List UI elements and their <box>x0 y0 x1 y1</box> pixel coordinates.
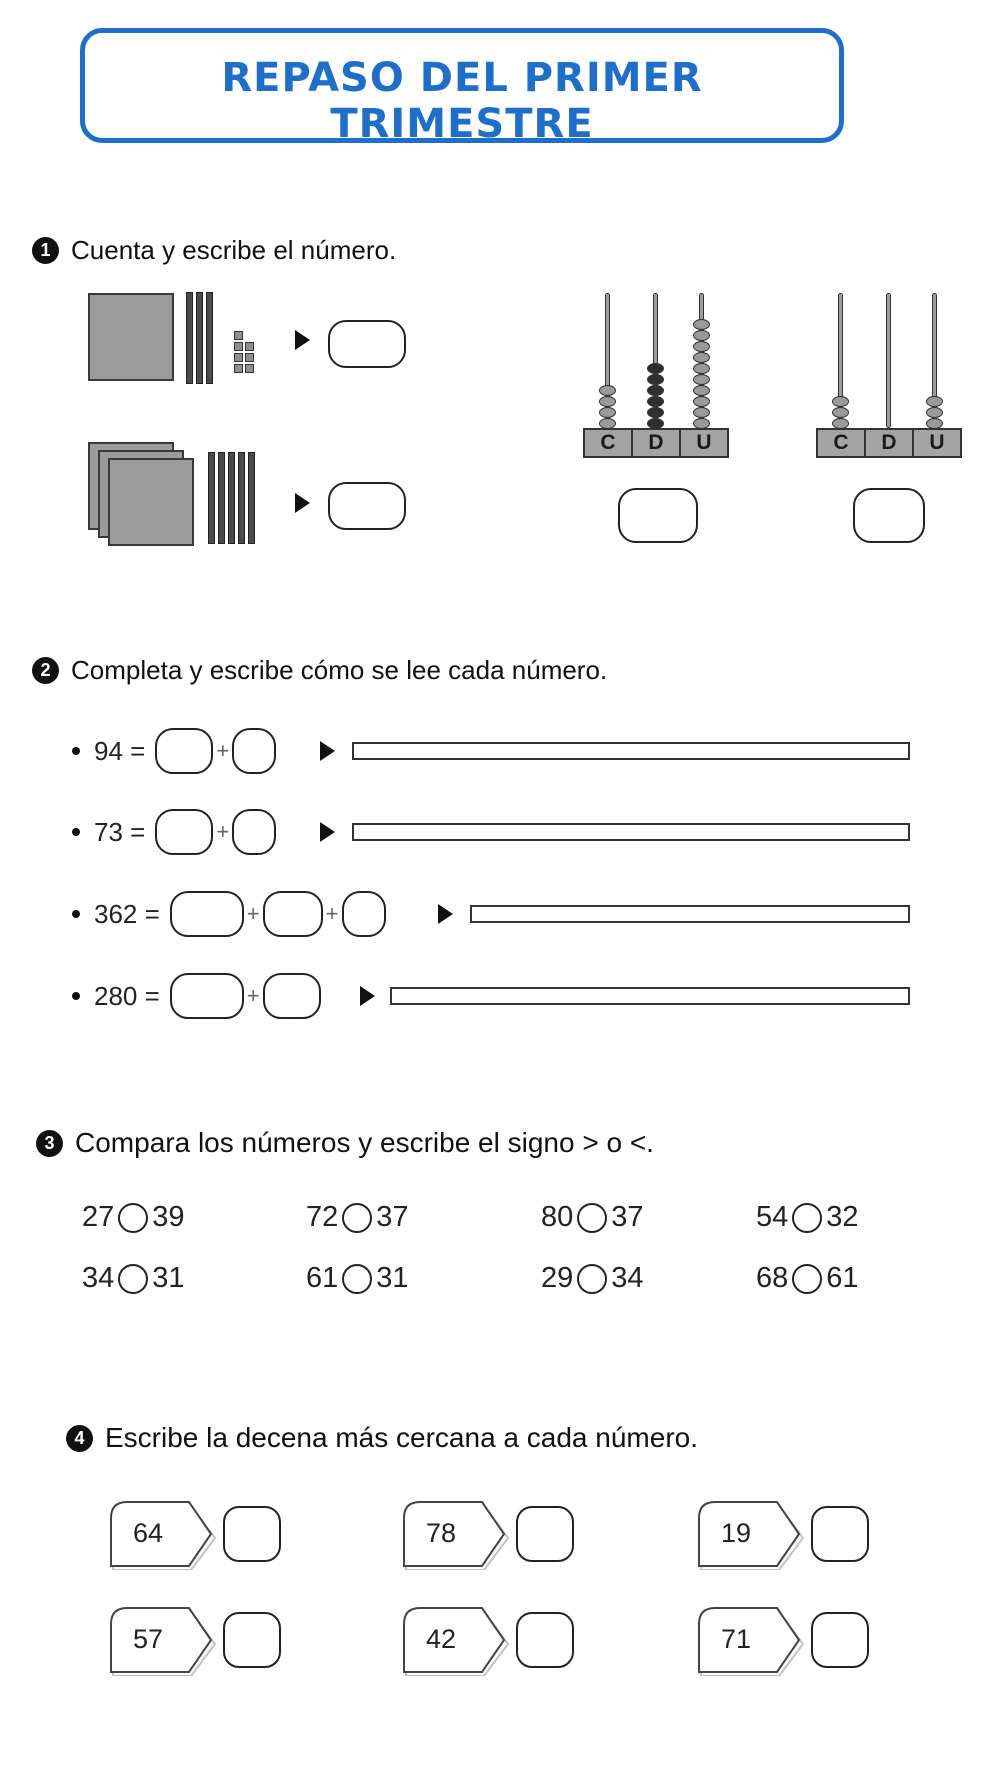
answer-box[interactable] <box>328 482 406 530</box>
compare-left: 29 <box>541 1262 574 1294</box>
plus-sign: + <box>325 901 339 926</box>
bead <box>693 319 710 330</box>
number-tag <box>695 1500 805 1568</box>
section-number-badge: 2 <box>32 657 59 684</box>
answer-box[interactable] <box>263 973 321 1019</box>
tag-number: 57 <box>133 1624 164 1654</box>
answer-line[interactable] <box>352 742 910 760</box>
ten-rod <box>196 292 203 384</box>
bullet <box>72 992 80 1000</box>
ten-rod <box>238 452 245 544</box>
abacus-label-d: D <box>631 430 679 456</box>
compare-circle[interactable] <box>577 1203 607 1233</box>
ten-rod <box>208 452 215 544</box>
section-2-text: Completa y escribe cómo se lee cada número. <box>71 655 608 685</box>
tag-number: 42 <box>426 1624 457 1654</box>
bullet <box>72 828 80 836</box>
hundred-block <box>88 293 174 381</box>
arrow-right-icon <box>320 822 335 842</box>
answer-box[interactable] <box>263 891 323 937</box>
compare-right: 31 <box>152 1262 185 1294</box>
bead <box>647 374 664 385</box>
answer-box[interactable] <box>170 891 244 937</box>
compare-left: 27 <box>82 1201 115 1233</box>
answer-box[interactable] <box>811 1506 869 1562</box>
rounding-item <box>695 1606 869 1674</box>
compare-circle[interactable] <box>577 1264 607 1294</box>
arrow-right-icon <box>438 904 453 924</box>
ten-rod <box>206 292 213 384</box>
unit-cube <box>245 364 254 373</box>
compare-left: 68 <box>756 1262 789 1294</box>
answer-box[interactable] <box>232 809 276 855</box>
answer-box[interactable] <box>342 891 386 937</box>
arrow-right-icon <box>295 330 310 350</box>
bead <box>926 396 943 407</box>
section-1-text: Cuenta y escribe el número. <box>71 235 397 265</box>
compare-circle[interactable] <box>118 1203 148 1233</box>
plus-sign: + <box>246 983 260 1008</box>
section-number-badge: 1 <box>32 237 59 264</box>
ten-rod <box>228 452 235 544</box>
row-label: 73 = <box>94 816 146 847</box>
compare-item <box>82 1262 185 1295</box>
section-2-heading <box>32 655 607 686</box>
section-number-badge: 3 <box>36 1130 63 1157</box>
ten-rod <box>186 292 193 384</box>
section-4-heading <box>66 1422 698 1454</box>
answer-box[interactable] <box>328 320 406 368</box>
ten-rod <box>248 452 255 544</box>
bead <box>693 396 710 407</box>
compare-item <box>541 1201 644 1234</box>
ten-rod <box>218 452 225 544</box>
section-number-badge: 4 <box>66 1425 93 1452</box>
section-3-text: Compara los números y escribe el signo > o <. <box>75 1127 654 1158</box>
answer-box[interactable] <box>853 488 925 543</box>
number-tag <box>107 1500 217 1568</box>
number-tag <box>400 1606 510 1674</box>
answer-box[interactable] <box>170 973 244 1019</box>
bead <box>599 407 616 418</box>
compare-left: 34 <box>82 1262 115 1294</box>
compare-item <box>306 1201 409 1234</box>
bead <box>647 363 664 374</box>
plus-sign: + <box>216 819 230 844</box>
bead <box>693 374 710 385</box>
bead <box>693 407 710 418</box>
compare-right: 37 <box>611 1201 644 1233</box>
arrow-right-icon <box>320 741 335 761</box>
number-tag <box>107 1606 217 1674</box>
answer-line[interactable] <box>352 823 910 841</box>
bead <box>693 341 710 352</box>
rounding-item <box>400 1606 574 1674</box>
answer-box[interactable] <box>155 728 213 774</box>
bead <box>693 363 710 374</box>
answer-box[interactable] <box>223 1612 281 1668</box>
bead <box>693 330 710 341</box>
compare-item <box>756 1201 859 1234</box>
compare-circle[interactable] <box>342 1203 372 1233</box>
unit-cube <box>234 331 243 340</box>
bead <box>599 396 616 407</box>
compare-circle[interactable] <box>792 1264 822 1294</box>
compare-right: 32 <box>826 1201 859 1233</box>
row-label: 94 = <box>94 735 146 766</box>
arrow-right-icon <box>295 493 310 513</box>
bead <box>832 407 849 418</box>
number-tag <box>400 1500 510 1568</box>
compare-right: 39 <box>152 1201 185 1233</box>
title-banner <box>80 28 844 147</box>
answer-box[interactable] <box>155 809 213 855</box>
answer-box[interactable] <box>811 1612 869 1668</box>
hundred-block <box>108 458 194 546</box>
bead <box>647 385 664 396</box>
arrow-right-icon <box>360 986 375 1006</box>
compare-circle[interactable] <box>342 1264 372 1294</box>
compare-left: 72 <box>306 1201 339 1233</box>
answer-box[interactable] <box>223 1506 281 1562</box>
answer-box[interactable] <box>232 728 276 774</box>
unit-cube <box>234 364 243 373</box>
section-3-heading <box>36 1127 654 1159</box>
compare-right: 61 <box>826 1262 859 1294</box>
unit-cube <box>245 342 254 351</box>
tag-number: 64 <box>133 1518 164 1548</box>
decompose-row <box>72 728 276 774</box>
bullet <box>72 747 80 755</box>
compare-item <box>756 1262 859 1295</box>
rounding-item <box>695 1500 869 1568</box>
number-tag <box>695 1606 805 1674</box>
compare-item <box>306 1262 409 1295</box>
section-4-text: Escribe la decena más cercana a cada número. <box>105 1422 698 1453</box>
answer-line[interactable] <box>470 905 910 923</box>
bead <box>647 407 664 418</box>
compare-right: 31 <box>376 1262 409 1294</box>
unit-cube <box>234 353 243 362</box>
compare-left: 54 <box>756 1201 789 1233</box>
decompose-row <box>72 973 321 1019</box>
rounding-item <box>107 1500 281 1568</box>
page-title: REPASO DEL PRIMER TRIMESTRE <box>221 55 703 147</box>
row-label: 280 = <box>94 980 160 1011</box>
bead <box>599 385 616 396</box>
abacus <box>816 290 962 460</box>
tag-number: 71 <box>721 1624 752 1654</box>
decompose-row <box>72 891 386 937</box>
answer-box[interactable] <box>516 1506 574 1562</box>
abacus-label-c: C <box>600 431 616 454</box>
abacus-label-d: D <box>864 430 912 456</box>
bead <box>693 352 710 363</box>
decompose-row <box>72 809 276 855</box>
bead <box>926 407 943 418</box>
bead <box>832 396 849 407</box>
plus-sign: + <box>246 901 260 926</box>
compare-circle[interactable] <box>792 1203 822 1233</box>
rounding-item <box>400 1500 574 1568</box>
compare-left: 80 <box>541 1201 574 1233</box>
answer-line[interactable] <box>390 987 910 1005</box>
tag-number: 19 <box>721 1518 752 1548</box>
abacus-label-c: C <box>833 431 849 454</box>
bead <box>647 396 664 407</box>
bead <box>693 385 710 396</box>
compare-right: 37 <box>376 1201 409 1233</box>
abacus <box>583 290 729 460</box>
unit-cube <box>245 353 254 362</box>
abacus-base <box>583 428 729 458</box>
bullet <box>72 910 80 918</box>
abacus-label-u: U <box>912 430 960 456</box>
plus-sign: + <box>216 738 230 763</box>
row-label: 362 = <box>94 898 160 929</box>
rounding-item <box>107 1606 281 1674</box>
abacus-base <box>816 428 962 458</box>
compare-item <box>82 1201 185 1234</box>
answer-box[interactable] <box>516 1612 574 1668</box>
answer-box[interactable] <box>618 488 698 543</box>
abacus-rod <box>886 293 891 428</box>
unit-cube <box>234 342 243 351</box>
compare-item <box>541 1262 644 1295</box>
section-1-heading <box>32 235 396 266</box>
compare-right: 34 <box>611 1262 644 1294</box>
compare-circle[interactable] <box>118 1264 148 1294</box>
compare-left: 61 <box>306 1262 339 1294</box>
tag-number: 78 <box>426 1518 457 1548</box>
abacus-label-u: U <box>679 430 727 456</box>
